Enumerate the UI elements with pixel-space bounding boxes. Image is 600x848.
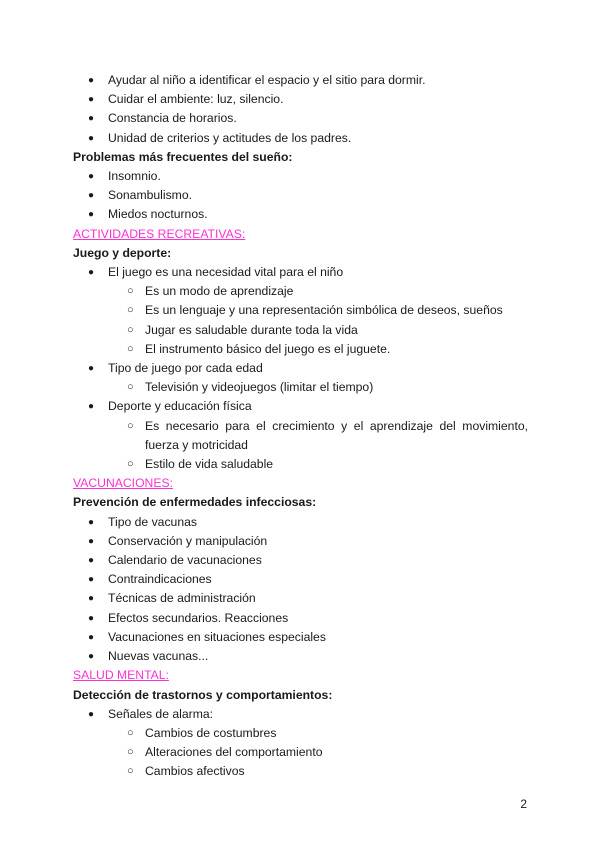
- sublist-item: [73, 301, 528, 320]
- list-item: [73, 628, 528, 647]
- bullet-icon: ●: [88, 516, 95, 528]
- sublist-item-text-line2: fuerza y motricidad: [145, 437, 248, 452]
- list-item: [73, 186, 528, 205]
- sublist-item-text: Es un lenguaje y una representación simbólica de deseos, sueños: [145, 303, 503, 318]
- list-item: [73, 71, 528, 90]
- game-sublist: [73, 282, 528, 359]
- list-item: [73, 205, 528, 224]
- bullet-icon: ●: [88, 708, 95, 720]
- alarm-sublist: [73, 724, 528, 782]
- list-item-text: Constancia de horarios.: [108, 111, 237, 126]
- bullet-icon: ●: [88, 535, 95, 547]
- mental-health-list: [73, 705, 528, 782]
- list-item-text: Deporte y educación física: [108, 399, 252, 414]
- list-item-text: Cuidar el ambiente: luz, silencio.: [108, 92, 284, 107]
- list-item: [73, 109, 528, 128]
- sublist-item: [73, 378, 528, 397]
- sublist-item: [73, 282, 528, 301]
- sublist-item: [73, 455, 528, 474]
- sublist-item-text: Alteraciones del comportamiento: [145, 745, 323, 760]
- sublist-item-text: Jugar es saludable durante toda la vida: [145, 322, 358, 337]
- list-item-text: Efectos secundarios. Reacciones: [108, 610, 289, 625]
- hollow-bullet-icon: ○: [127, 458, 134, 471]
- sublist-item: [73, 743, 528, 762]
- list-item-text: Nuevas vacunas...: [108, 649, 209, 664]
- recreational-list: [73, 263, 528, 474]
- sublist-item-text: Estilo de vida saludable: [145, 457, 274, 472]
- bullet-icon: ●: [88, 190, 95, 202]
- sleep-problems-heading: Problemas más frecuentes del sueño:: [73, 149, 293, 164]
- sublist-item-text-line1: Es necesario para el crecimiento y el aprendizaje del movimiento,: [145, 418, 528, 433]
- bullet-icon: ●: [88, 631, 95, 643]
- list-item-text: Tipo de juego por cada edad: [108, 361, 263, 376]
- bullet-icon: ●: [88, 209, 95, 221]
- vaccinations-list: [73, 513, 528, 667]
- vaccinations-link[interactable]: VACUNACIONES:: [73, 476, 173, 491]
- list-item: [73, 551, 528, 570]
- infectious-prevention-heading: Prevención de enfermedades infecciosas:: [73, 495, 317, 510]
- hollow-bullet-icon: ○: [127, 304, 134, 317]
- hollow-bullet-icon: ○: [127, 342, 134, 355]
- list-item-text: Miedos nocturnos.: [108, 207, 208, 222]
- mental-health-link[interactable]: SALUD MENTAL:: [73, 668, 169, 683]
- list-item-text: Unidad de criterios y actitudes de los padres.: [108, 130, 352, 145]
- bullet-icon: ●: [88, 75, 95, 86]
- list-item: [73, 397, 528, 474]
- sleep-habits-list: [73, 71, 528, 148]
- age-game-sublist: [73, 378, 528, 397]
- list-item-text: Calendario de vacunaciones: [108, 553, 262, 568]
- list-item-text: Sonambulismo.: [108, 188, 192, 203]
- list-item: [73, 647, 528, 666]
- hollow-bullet-icon: ○: [127, 323, 134, 336]
- sublist-item-text: Es un modo de aprendizaje: [145, 284, 294, 299]
- page-number: 2: [520, 797, 527, 811]
- bullet-icon: ●: [88, 593, 95, 605]
- sublist-item: [73, 762, 528, 781]
- bullet-icon: ●: [88, 574, 95, 586]
- sublist-item-text: Cambios afectivos: [145, 764, 245, 779]
- list-item: [73, 90, 528, 109]
- sublist-item: [73, 340, 528, 359]
- hollow-bullet-icon: ○: [127, 746, 134, 759]
- sublist-item-text: Televisión y videojuegos (limitar el tiempo): [145, 380, 374, 395]
- page-content: [73, 71, 528, 782]
- bullet-icon: ●: [88, 132, 95, 144]
- list-item: [73, 359, 528, 397]
- sublist-item: [73, 321, 528, 340]
- list-item-text: Vacunaciones en situaciones especiales: [108, 629, 326, 644]
- bullet-icon: ●: [88, 401, 95, 413]
- list-item-text: Contraindicaciones: [108, 572, 212, 587]
- list-item-text: Insomnio.: [108, 169, 161, 184]
- sublist-item: [73, 724, 528, 743]
- list-item: [73, 609, 528, 628]
- hollow-bullet-icon: ○: [127, 419, 134, 432]
- bullet-icon: ●: [88, 612, 95, 624]
- sleep-problems-list: [73, 167, 528, 225]
- hollow-bullet-icon: ○: [127, 381, 134, 394]
- list-item: [73, 129, 528, 148]
- disorder-detection-heading: Detección de trastornos y comportamientos:: [73, 687, 333, 702]
- hollow-bullet-icon: ○: [127, 726, 134, 739]
- list-item-text: Tipo de vacunas: [108, 514, 197, 529]
- sport-sublist: [73, 417, 528, 475]
- bullet-icon: ●: [88, 94, 95, 106]
- list-item-text: Técnicas de administración: [108, 591, 256, 606]
- list-item: [73, 263, 528, 359]
- recreational-activities-link[interactable]: ACTIVIDADES RECREATIVAS:: [73, 226, 246, 241]
- bullet-icon: ●: [88, 113, 95, 125]
- list-item-text: Señales de alarma:: [108, 706, 214, 721]
- bullet-icon: ●: [88, 267, 95, 279]
- list-item: [73, 167, 528, 186]
- list-item: [73, 705, 528, 782]
- bullet-icon: ●: [88, 555, 95, 567]
- bullet-icon: ●: [88, 171, 95, 183]
- list-item: [73, 513, 528, 532]
- sublist-item-text: El instrumento básico del juego es el juguete.: [145, 341, 391, 356]
- list-item-text: Conservación y manipulación: [108, 533, 268, 548]
- hollow-bullet-icon: ○: [127, 285, 134, 298]
- bullet-icon: ●: [88, 651, 95, 663]
- sublist-item-text: Cambios de costumbres: [145, 725, 277, 740]
- list-item: [73, 589, 528, 608]
- bullet-icon: ●: [88, 363, 95, 375]
- game-sport-heading: Juego y deporte:: [73, 245, 172, 260]
- list-item-text: Ayudar al niño a identificar el espacio y el sitio para dormir.: [108, 73, 426, 87]
- hollow-bullet-icon: ○: [127, 765, 134, 778]
- list-item: [73, 532, 528, 551]
- list-item: [73, 570, 528, 589]
- sublist-item: [73, 417, 528, 455]
- list-item-text: El juego es una necesidad vital para el niño: [108, 265, 344, 280]
